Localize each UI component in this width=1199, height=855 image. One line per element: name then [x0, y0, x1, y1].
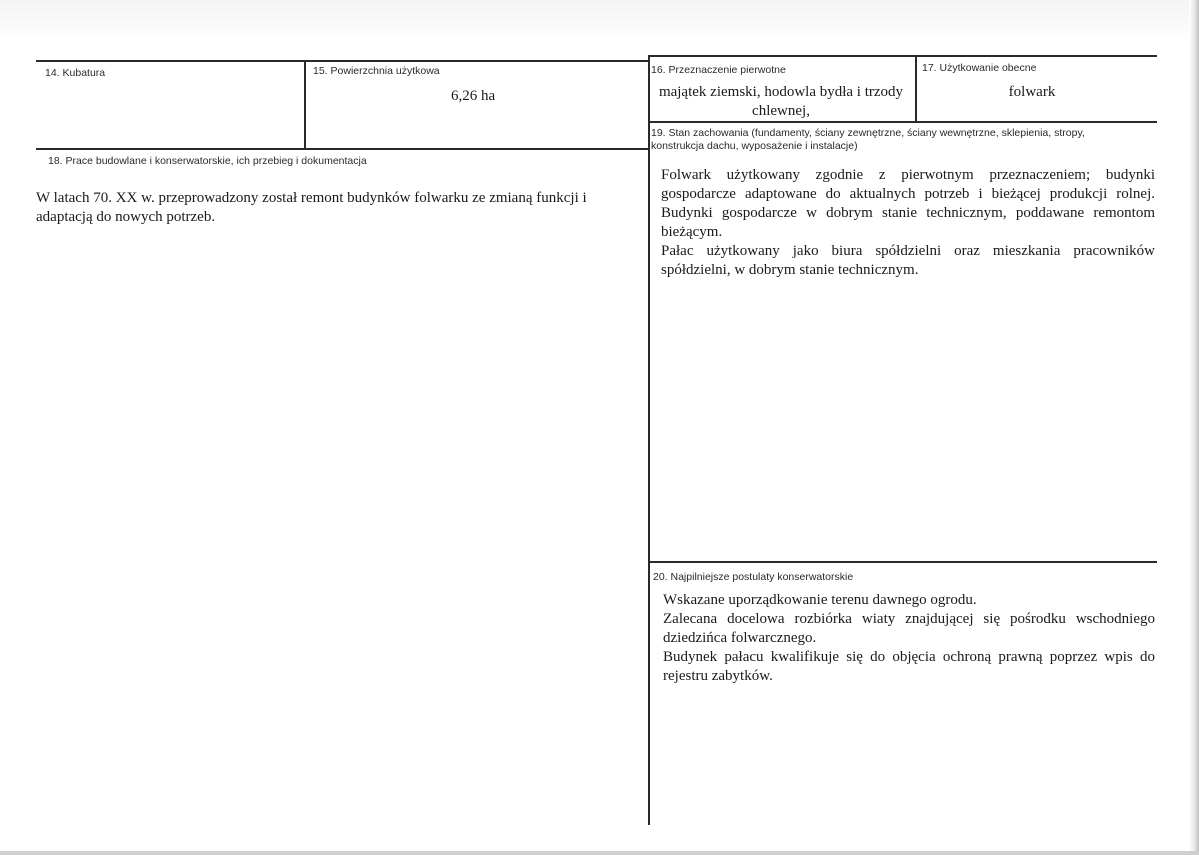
field-20-paragraph: Zalecana docelowa rozbiórka wiaty znajdującej się pośrodku wschodniego dziedzińca folwarcznego.	[663, 611, 1155, 646]
field-18-content	[36, 189, 626, 227]
field-14-label: 14. Kubatura	[45, 67, 106, 79]
scan-shadow-bottom	[0, 851, 1199, 855]
field-18-paragraph: W latach 70. XX w. przeprowadzony został remont budynków folwarku ze zmianą funkcji i adaptacją do nowych potrzeb.	[36, 190, 587, 225]
field-19-content	[661, 166, 1155, 280]
field-19-label: 19. Stan zachowania (fundamenty, ściany zewnętrzne, ściany wewnętrzne, sklepienia, stropy, konstrukcja dachu, wyposażenie i instalacje)	[651, 127, 1085, 152]
field-18-label: 18. Prace budowlane i konserwatorskie, ich przebieg i dokumentacja	[48, 155, 367, 167]
divider-14-18	[36, 148, 648, 150]
field-20-paragraph: Budynek pałacu kwalifikuje się do objęcia ochroną prawną poprzez wpis do rejestru zabytków.	[663, 649, 1155, 684]
scan-shadow-right	[1189, 0, 1199, 855]
field-20-label: 20. Najpilniejsze postulaty konserwatorskie	[653, 571, 854, 583]
divider-16-17	[915, 55, 917, 121]
divider-14-15	[304, 60, 306, 148]
field-17-value: folwark	[1008, 84, 1056, 100]
field-20-paragraph: Wskazane uporządkowanie terenu dawnego ogrodu.	[663, 592, 977, 608]
field-19-paragraph: Pałac użytkowany jako biura spółdzielni oraz mieszkania pracowników spółdzielni, w dobrym stanie technicznym.	[661, 243, 1155, 278]
field-20-content	[663, 591, 1155, 686]
border-top-right	[648, 55, 1157, 57]
divider-center	[648, 55, 650, 825]
field-15-value: 6,26 ha	[451, 88, 496, 104]
divider-19-20	[648, 561, 1157, 563]
field-15-label: 15. Powierzchnia użytkowa	[313, 65, 440, 77]
field-17-label: 17. Użytkowanie obecne	[922, 62, 1037, 74]
border-top	[36, 60, 648, 62]
field-16-label: 16. Przeznaczenie pierwotne	[651, 64, 786, 76]
field-16-value: majątek ziemski, hodowla bydła i trzody chlewnej,	[658, 84, 904, 119]
divider-16-19	[648, 121, 1157, 123]
field-19-paragraph: Folwark użytkowany zgodnie z pierwotnym przeznaczeniem; budynki gospodarcze adaptowane do aktualnych potrzeb i bieżącej produkcji rolnej. Budynki gospodarcze w dobrym stanie technicznym, poddawane remontom bieżącym.	[661, 167, 1155, 240]
scan-shadow-top	[0, 0, 1199, 42]
